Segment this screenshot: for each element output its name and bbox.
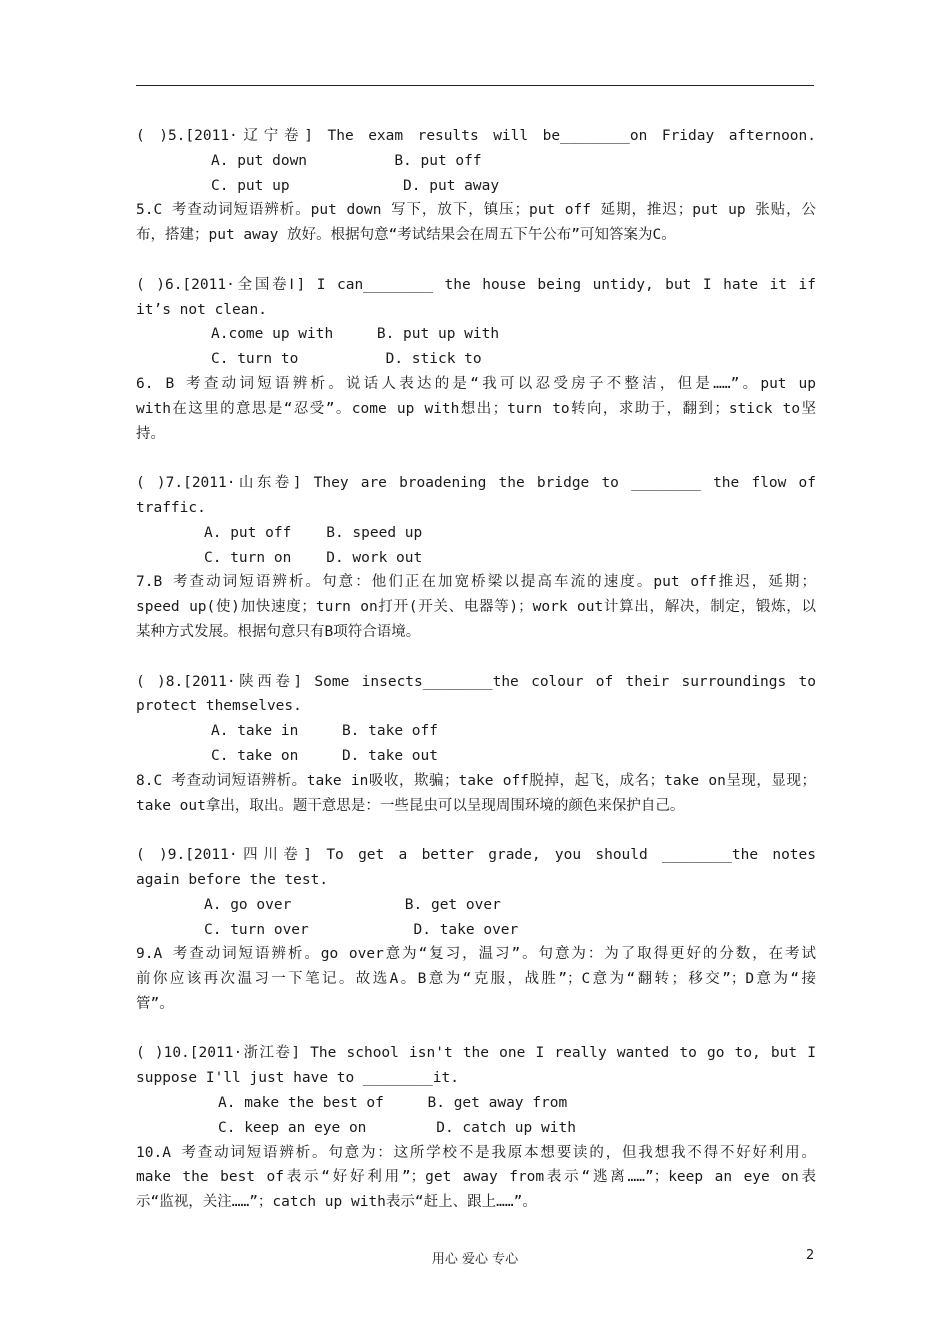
- question-5-options-2: C. put up D. put away: [211, 177, 500, 194]
- question-5-options-1: A. put down B. put off: [211, 152, 482, 169]
- question-8-options-1: A. take in B. take off: [211, 723, 438, 740]
- question-10-stem-2: suppose I'll just have to ________it.: [136, 1070, 460, 1087]
- footer-slogan: 用心 爱心 专心: [431, 1252, 519, 1267]
- answer-8-line-1: 8.C 考查动词短语辨析。take in吸收，欺骗；take off脱掉，起飞，成名；take on呈现，显现；: [136, 772, 816, 789]
- question-10-options-2: C. keep an eye on D. catch up with: [218, 1119, 576, 1136]
- answer-10-line-2: make the best of表示“好好利用”；get away from表示“逃离……”；keep an eye on表: [136, 1169, 816, 1186]
- answer-10-line-1: 10.A 考查动词短语辨析。句意为：这所学校不是我原本想要读的，但我想我不得不好好利用。: [136, 1144, 816, 1161]
- answer-8-line-2: take out拿出，取出。题干意思是：一些昆虫可以呈现周围环境的颜色来保护自己。: [136, 797, 685, 814]
- question-9-options-2: C. turn over D. take over: [204, 921, 519, 938]
- question-9-stem-1: ( )9.[2011·四川卷] To get a better grade, you should ________the notes: [136, 847, 816, 864]
- header-rule: [136, 85, 814, 86]
- question-9-stem-2: again before the test.: [136, 871, 329, 888]
- answer-6-line-3: 持。: [136, 425, 165, 442]
- question-7-options-1: A. put off B. speed up: [204, 524, 423, 541]
- answer-7-line-3: 某种方式发展。根据句意只有B项符合语境。: [136, 623, 421, 640]
- answer-5-line-1: 5.C 考查动词短语辨析。put down 写下，放下，镇压；put off 延期，推迟；put up 张贴，公: [136, 202, 816, 219]
- answer-7-line-1: 7.B 考查动词短语辨析。句意：他们正在加宽桥梁以提高车流的速度。put off推迟，延期；: [136, 574, 816, 591]
- page-footer: [0, 1248, 950, 1268]
- question-10-options-1: A. make the best of B. get away from: [218, 1095, 568, 1112]
- question-9-options-1: A. go over B. get over: [204, 896, 501, 913]
- answer-9-line-3: 管”。: [136, 995, 174, 1012]
- question-5-stem-1: ( )5.[2011·辽宁卷] The exam results will be________on Friday afternoon.: [136, 128, 816, 144]
- question-6-options-2: C. turn to D. stick to: [211, 351, 482, 368]
- question-10-stem-1: ( )10.[2011·浙江卷] The school isn't the one I really wanted to go to, but I: [136, 1045, 816, 1062]
- question-7-stem-1: ( )7.[2011·山东卷] They are broadening the bridge to ________ the flow of: [136, 475, 816, 492]
- question-8-options-2: C. take on D. take out: [211, 747, 438, 764]
- question-6-options-1: A.come up with B. put up with: [211, 326, 500, 343]
- answer-9-line-1: 9.A 考查动词短语辨析。go over意为“复习，温习”。句意为：为了取得更好的分数，在考试: [136, 946, 816, 963]
- answer-7-line-2: speed up(使)加快速度；turn on打开(开关、电器等)；work out计算出，解决，制定，锻炼，以: [136, 599, 816, 616]
- page-number: 2: [806, 1248, 815, 1263]
- answer-6-line-2: with在这里的意思是“忍受”。come up with想出；turn to转向，求助于，翻到；stick to坚: [136, 400, 816, 417]
- question-6-stem-2: it’s not clean.: [136, 301, 267, 318]
- answer-10-line-3: 示“监视，关注……”；catch up with表示“赶上、跟上……”。: [136, 1194, 537, 1211]
- question-6-stem-1: ( )6.[2011·全国卷Ⅰ] I can________ the house being untidy, but I hate it if: [136, 276, 816, 293]
- document-body: [136, 124, 816, 1215]
- question-7-options-2: C. turn on D. work out: [204, 549, 423, 566]
- question-8-stem-1: ( )8.[2011·陕西卷] Some insects________the colour of their surroundings to: [136, 673, 816, 690]
- answer-9-line-2: 前你应该再次温习一下笔记。故选A。B意为“克服，战胜”；C意为“翻转；移交”；D意为“接: [136, 971, 816, 988]
- question-7-stem-2: traffic.: [136, 499, 206, 516]
- question-8-stem-2: protect themselves.: [136, 698, 302, 715]
- answer-6-line-1: 6. B 考查动词短语辨析。说话人表达的是“我可以忍受房子不整洁，但是……”。put up: [136, 375, 816, 392]
- answer-5-line-2: 布，搭建；put away 放好。根据句意“考试结果会在周五下午公布”可知答案为C。: [136, 227, 676, 244]
